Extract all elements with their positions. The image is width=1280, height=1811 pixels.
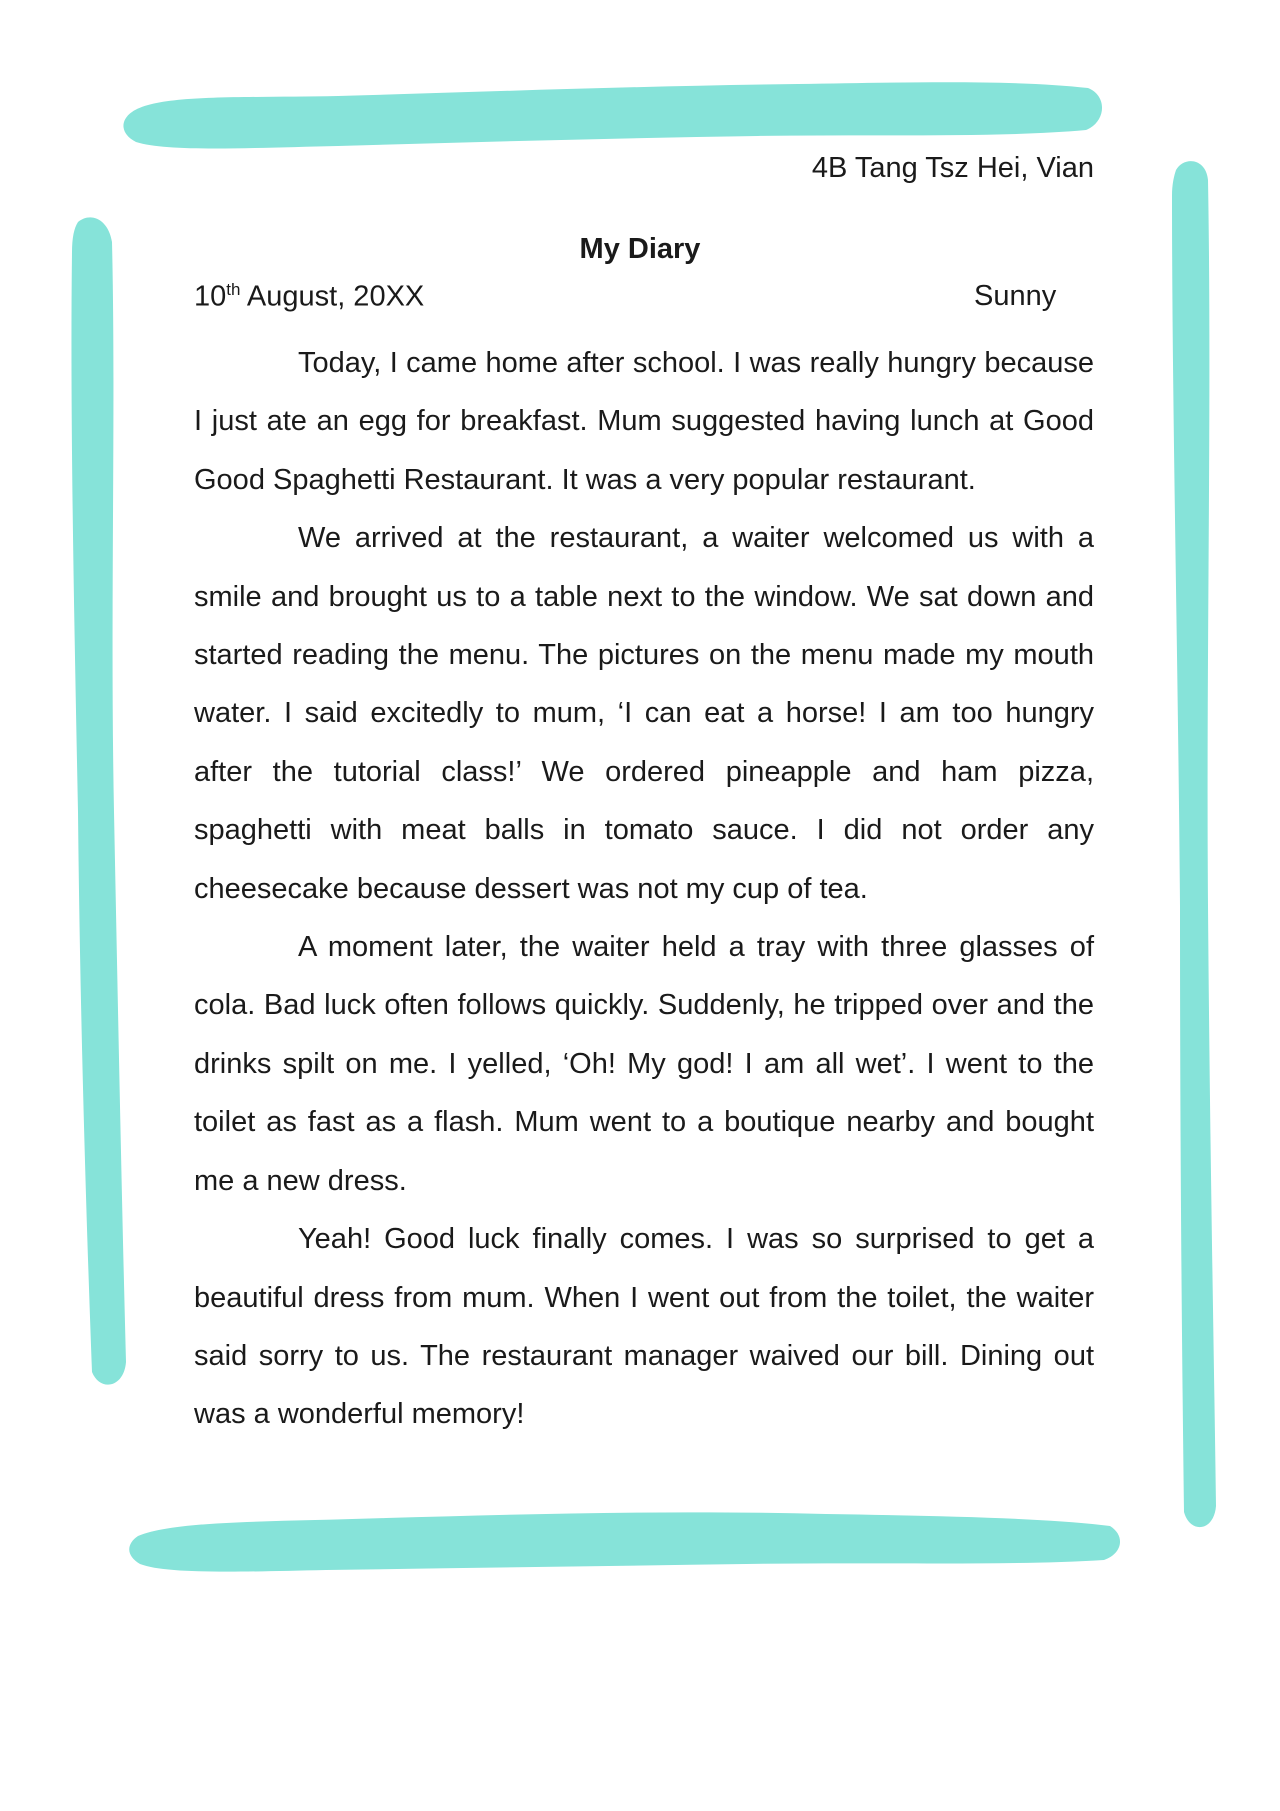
weather: Sunny — [974, 280, 1057, 312]
right-brush-stroke — [1162, 156, 1226, 1534]
paragraph: We arrived at the restaurant, a waiter welcomed us with a smile and brought us to a table next to the window. We sat down and started reading the menu. The pictures on the menu made my mouth water. I said excitedly to mum, ‘I can eat a horse! I am too hungry after the tutorial class!’ We ordered pineapple and ham pizza, spaghetti with meat balls in tomato sauce. I did not order any cheesecake because dessert was not my cup of tea. — [194, 522, 1094, 905]
top-brush-stroke — [118, 72, 1108, 156]
left-brush-stroke — [60, 212, 132, 1392]
date-suffix: th — [226, 280, 241, 299]
paragraph: A moment later, the waiter held a tray with three glasses of cola. Bad luck often follows quickly. Suddenly, he tripped over and the drinks spilt on me. I yelled, ‘Oh! My god! I am all wet’. I went to the toilet as fast as a flash. Mum went to a boutique nearby and bought me a new dress. — [194, 931, 1094, 1197]
paragraph: Yeah! Good luck finally comes. I was so surprised to get a beautiful dress from mum. When I went out from the toilet, the waiter said sorry to us. The restaurant manager waived our bill. Dining out was a wonderful memory! — [194, 1223, 1094, 1431]
bottom-brush-stroke — [126, 1496, 1124, 1580]
author-name: 4B Tang Tsz Hei, Vian — [811, 152, 1094, 184]
diary-body — [194, 334, 1094, 1444]
date-day: 10 — [194, 280, 227, 313]
date-month-year: August, 20XX — [240, 280, 425, 313]
diary-date — [194, 280, 424, 314]
diary-title: My Diary — [579, 233, 701, 265]
paragraph: Today, I came home after school. I was really hungry because I just ate an egg for breakfast. Mum suggested having lunch at Good Good Spaghetti Restaurant. It was a very popular restaurant. — [194, 347, 1094, 496]
